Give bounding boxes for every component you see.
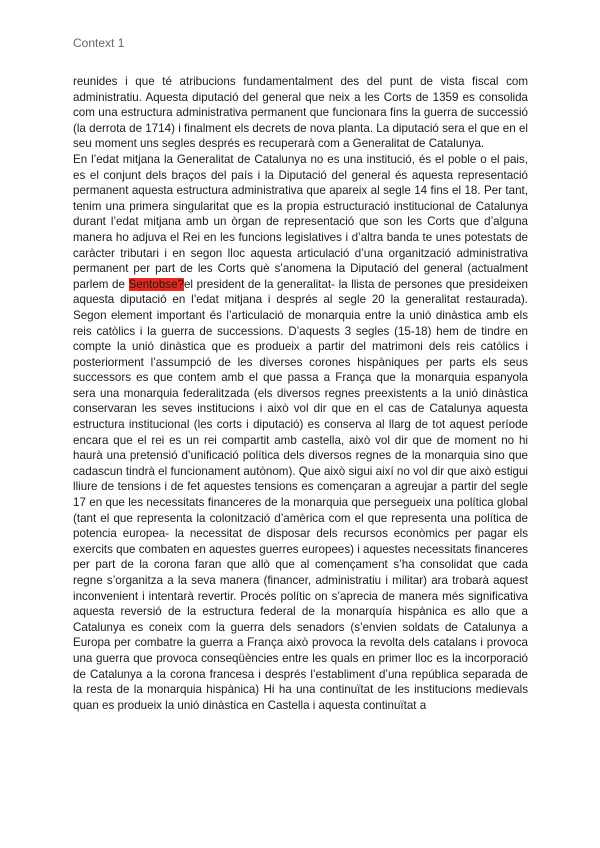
highlighted-text: Sentobse? bbox=[128, 277, 184, 291]
page-header: Context 1 bbox=[73, 36, 125, 50]
document-body bbox=[73, 74, 528, 713]
paragraph-2-after: el president de la generalitat- la llista de persones que presideixen aquesta diputació en l’edat mitjana i després al segle 20 la generalitat restaurada). Segon element important és l’articulació de monarquia entre la unió dinàstica amb els reis catòlics i la guerra de successions. D’aquests 3 segles (15-18) hem de tindre en compte la unió dinàstica que es produeix a partir del matrimoni dels reis catòlics i posteriorment l’assumpció de les diverses corones hispàniques per parts els seus successors es que contem amb el que passa a França que la monarquia espanyola sera una monarquia federalitzada (els diversos regnes preexistents a la unió dinàstica conservaran les seves institucions i això vol dir que en el cas de Catalunya aquesta estructura institucional (les corts i diputació) es conserva al llarg de tot aquest període encara que el rei es un rei compartit amb castella, això vol dir que de moment no hi haurà una pretensió d’unificació política dels diversos regnes de la monarquia sino que cadascun tindrà el funcionament autònom). Que això sigui així no vol dir que això estigui lliure de tensions i de fet aquestes tensions es començaran a agreujar a partir del segle 17 en que les necessitats financeres de la monarquia que persegueix una política global (tant el que representa la colonització d’amèrica com el que representa una política de potencia europea- la necessitat de disposar dels recursos econòmics per pagar els exercits que combaten en aquestes guerres europees) i aquestes necessitats financeres per part de la corona faran que allò que al començament s’ha consolidat que cada regne s’organitza a la seva manera (financer, administratiu i militar) ara trobarà aquest inconvenient i intentarà revertir. Procés polític on s’aprecia de manera més significativa aquesta reversió de la estructura federal de la monarquía hispànica es allo que a Catalunya es coneix com la guerra dels senadors (s’envien soldats de Catalunya a Europa per combatre la guerra a França això provoca la revolta dels catalans i provoca una guerra que provoca conseqüències entre les quals en primer lloc es la incorporació de Catalunya a la corona francesa i després l’establiment d’una república separada de la resta de la monarquia hispànica) Hi ha una continuïtat de les institucions medievals quan es produeix la unió dinàstica en Castella i aquesta continuïtat a bbox=[73, 277, 529, 712]
paragraph-1: reunides i que té atribucions fundamentalment des del punt de vista fiscal com administratiu. Aquesta diputació del general que neix a les Corts de 1359 es consolida com una estructura administrativa permanent que funcionara fins la guerra de successió (la derrota de 1714) i finalment els decrets de nova planta. La diputació sera el que en el seu moment uns segles després es recuperarà com a Generalitat de Catalunya. bbox=[73, 75, 528, 151]
paragraph-2-before: En l’edat mitjana la Generalitat de Catalunya no es una institució, és el poble o el pais, es el conjunt dels braços del país i la Diputació del general és aquesta representació permanent aquesta estructura administrativa que apareix al segle 14 fins el 18. Per tant, tenim una primera singularitat que es la propia estructuració institucional de Catalunya durant l’edat mitjana amb un òrgan de representació que son les Corts que d’alguna manera ho adjuva el Rei en les funcions legislatives i d’altra banda te unes potestats de caràcter tributari i en segon lloc aquesta articulació d’una organització administrativa permanent per part de les Corts què s’anomena la Diputació del general (actualment parlem de bbox=[73, 152, 528, 291]
paragraph-2 bbox=[73, 152, 528, 713]
